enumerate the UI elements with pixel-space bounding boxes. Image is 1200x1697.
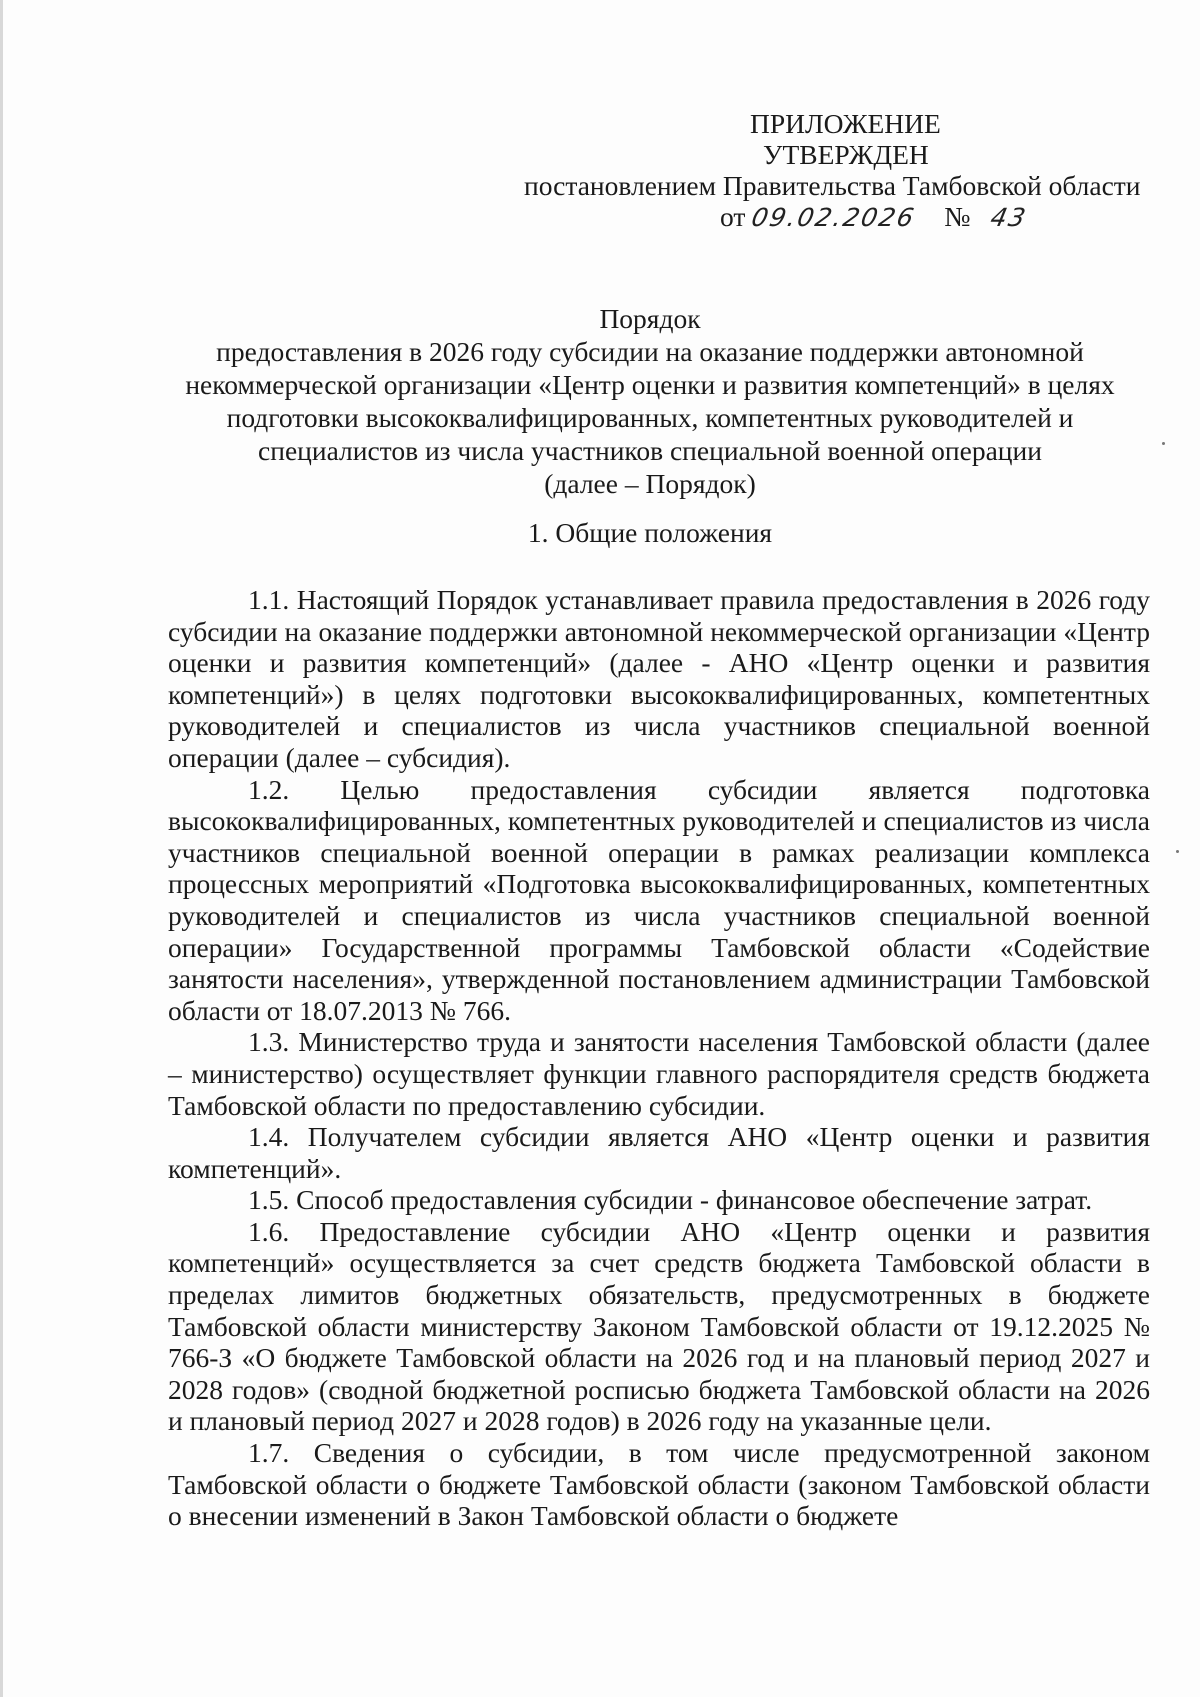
title-line-4: подготовки высококвалифицированных, компетентных руководителей и — [226, 402, 1074, 433]
section-heading: 1. Общие положения — [527, 517, 773, 548]
decree-label: постановлением Правительства Тамбовской области — [524, 170, 1141, 201]
scan-speck — [1162, 442, 1165, 445]
paragraph-1-6: 1.6. Предоставление субсидии АНО «Центр оценки и развития компетенций» осуществляется за счет средств бюджета Тамбовской области в пределах лимитов бюджетных обязательств, предусмотренных в бюджете Тамбовской области министерству Законом Тамбовской области от 19.12.2025 № 766-З «О бюджете Тамбовской области на 2026 год и на плановый период 2027 и 2028 годов» (сводной бюджетной росписью бюджета Тамбовской области на 2026 и плановый период 2027 и 2028 годов) в 2026 году на указанные цели. — [168, 1215, 1150, 1437]
scan-edge — [0, 0, 3, 1697]
paragraph-1-5: 1.5. Способ предоставления субсидии - финансовое обеспечение затрат. — [248, 1184, 1093, 1216]
appendix-label: ПРИЛОЖЕНИЕ — [750, 108, 941, 139]
paragraph-1-2: 1.2. Целью предоставления субсидии является подготовка высококвалифицированных, компетентных руководителей и специалистов из числа участников специальной военной операции в рамках реализации комплекса процессных мероприятий «Подготовка высококвалифицированных, компетентных руководителей и специалистов из числа участников специальной военной операции» Государственной программы Тамбовской области «Содействие занятости населения», утвержденной постановлением администрации Тамбовской области от 18.07.2013 № 766. — [168, 773, 1150, 1026]
date-number-line — [470, 201, 1170, 233]
scan-speck — [1176, 850, 1179, 853]
title-line-5: специалистов из числа участников специальной военной операции — [258, 435, 1042, 466]
title-line-1: Порядок — [599, 303, 701, 334]
paragraph-1-1: 1.1. Настоящий Порядок устанавливает правила предоставления в 2026 году субсидии на оказание поддержки автономной некоммерческой организации «Центр оценки и развития компетенций» (далее - АНО «Центр оценки и развития компетенций») в целях подготовки высококвалифицированных, компетентных руководителей и специалистов из числа участников специальной военной операции (далее – субсидия). — [168, 584, 1150, 773]
handwritten-date: 09.02.2026 — [749, 203, 919, 232]
approval-block — [470, 108, 1170, 233]
approved-label: УТВЕРЖДЕН — [763, 139, 929, 170]
title-line-3: некоммерческой организации «Центр оценки и развития компетенций» в целях — [185, 369, 1115, 400]
paragraph-1-4: 1.4. Получателем субсидии является АНО «Центр оценки и развития компетенций». — [168, 1121, 1150, 1184]
number-sign: № — [944, 201, 971, 232]
title-line-6: (далее – Порядок) — [544, 468, 756, 499]
title-line-2: предоставления в 2026 году субсидии на оказание поддержки автономной — [216, 336, 1084, 367]
handwritten-number: 43 — [988, 203, 1031, 232]
paragraph-1-3: 1.3. Министерство труда и занятости населения Тамбовской области (далее – министерство) осуществляет функции главного распорядителя средств бюджета Тамбовской области по предоставлению субсидии. — [168, 1026, 1150, 1121]
document-title — [150, 302, 1150, 500]
body-text — [168, 584, 1150, 1532]
date-prefix: от — [720, 201, 746, 232]
paragraph-1-7: 1.7. Сведения о субсидии, в том числе предусмотренной законом Тамбовской области о бюджете Тамбовской области (законом Тамбовской области о внесении изменений в Закон Тамбовской области о бюджете — [168, 1437, 1150, 1532]
